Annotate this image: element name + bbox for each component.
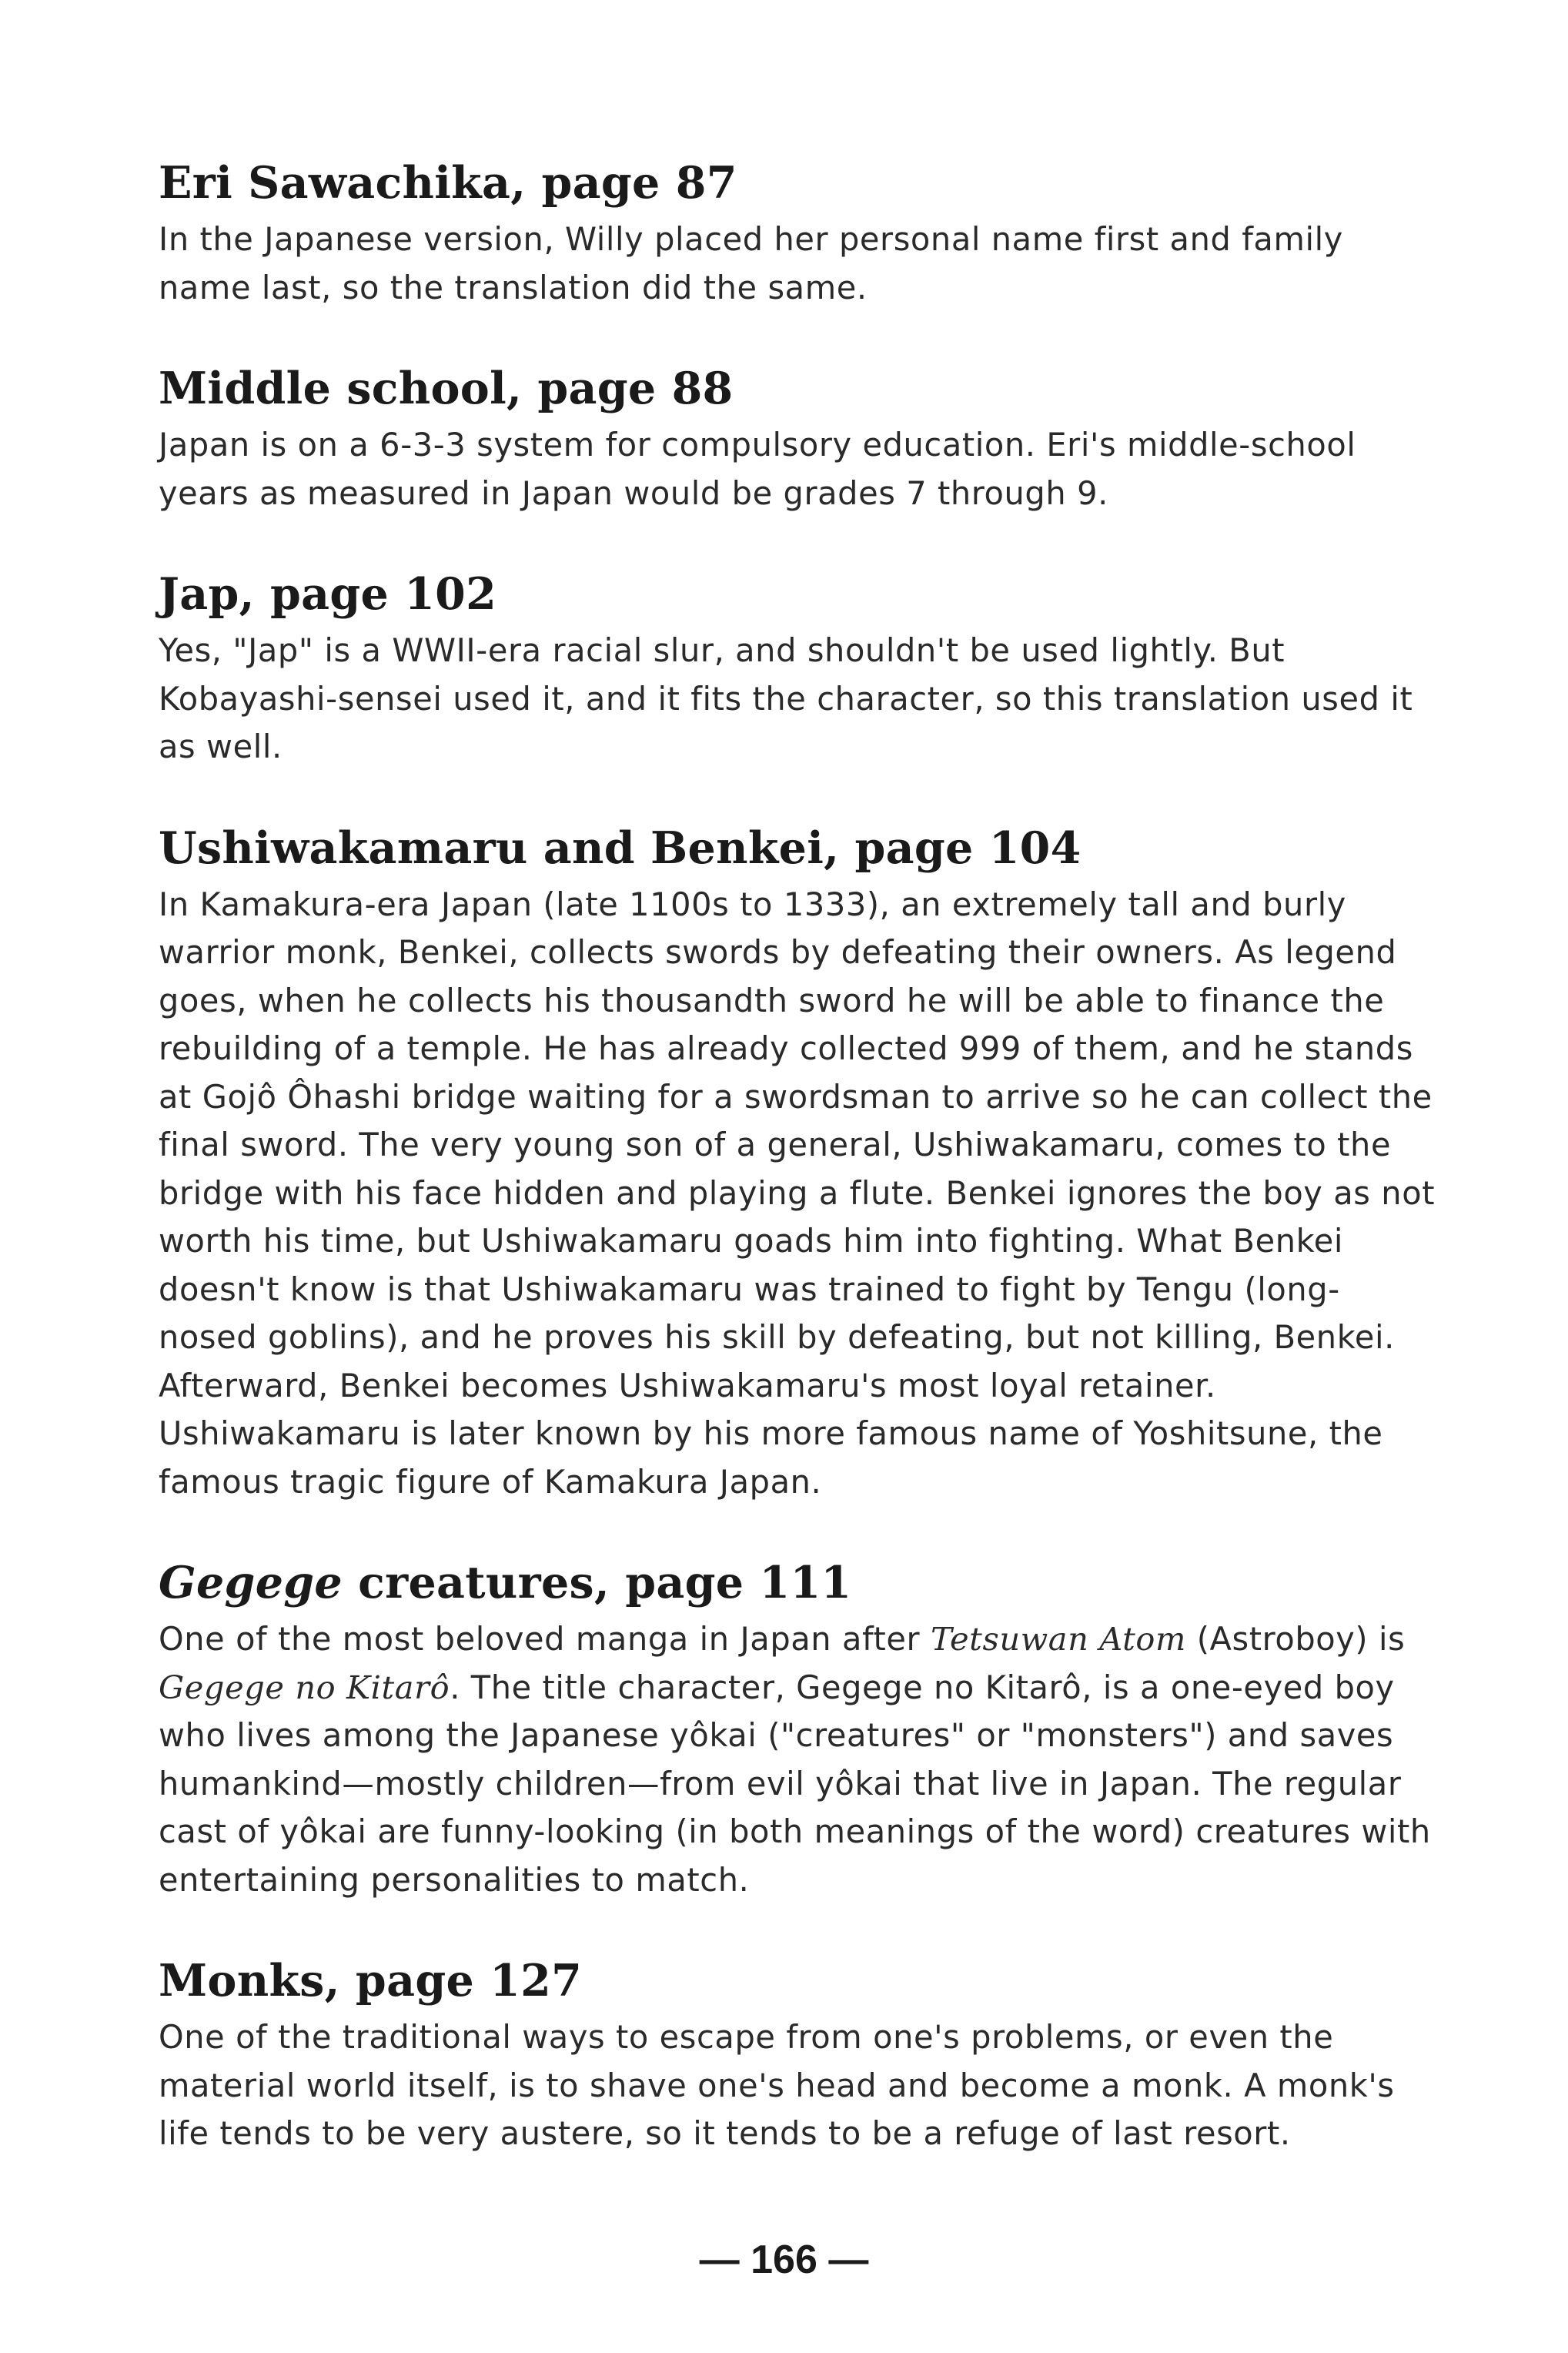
note-body: In Kamakura-era Japan (late 1100s to 1333), an extremely tall and burly warrior monk, Benkei, collects swords by defeating their owners. As legend goes, when he collects his thousandth sword he will be able to finance the rebuilding of a temple. He has already collected 999 of them, and he stands at Gojô Ôhashi bridge waiting for a swordsman to arrive so he can collect the final sword. The very young son of a general, Ushiwakamaru, comes to the bridge with his face hidden and playing a flute. Benkei ignores the boy as not worth his time, but Ushiwakamaru goads him into fighting. What Benkei doesn't know is that Ushiwakamaru was trained to fight by Tengu (long-nosed goblins), and he proves his skill by defeating, but not killing, Benkei. Afterward, Benkei becomes Ushiwakamaru's most loyal retainer. Ushiwakamaru is later known by his more famous name of Yoshitsune, the famous tragic figure of Kamakura Japan. [159,885,1436,1501]
note-title: Monks, page 127 [159,1955,583,2007]
note-body: One of the traditional ways to escape from one's problems, or even the material world itself, is to shave one's head and become a monk. A monk's life tends to be very austere, so it tends to be a refuge of last resort. [159,2018,1395,2152]
note-eri-sawachika [159,154,1436,312]
note-body: Japan is on a 6-3-3 system for compulsory education. Eri's middle-school years as measured in Japan would be grades 7 through 9. [159,426,1356,512]
note-title-italic: Gegege [159,1557,343,1608]
note-body-text: One of the most beloved manga in Japan after [159,1620,931,1658]
note-body: Yes, "Jap" is a WWII-era racial slur, and shouldn't be used lightly. But Kobayashi-sensei used it, and it fits the character, so this translation used it as well. [159,631,1413,765]
note-body-text: (Astroboy) is [1185,1620,1406,1658]
note-body-text: . The title character, Gegege no Kitarô, is a one-eyed boy who lives among the Japanese yôkai ("creatures" or "monsters") and saves humankind—mostly children—from evil yôkai that live in Japan. The regular cast of yôkai are funny-looking (in both meanings of the word) creatures with entertaining personalities to match. [159,1668,1431,1899]
note-monks [159,1952,1436,2158]
note-ushiwakamaru-benkei [159,819,1436,1507]
note-title: Jap, page 102 [159,568,497,620]
note-body [159,1615,1436,1904]
manga-title-tetsuwan-atom: Tetsuwan Atom [930,1620,1186,1658]
note-title: Ushiwakamaru and Benkei, page 104 [159,822,1082,874]
note-jap [159,565,1436,772]
translation-notes [159,154,1436,2206]
note-body: In the Japanese version, Willy placed her personal name first and family name last, so the translation did the same. [159,220,1343,306]
page-number: — 166 — [699,2238,869,2282]
note-title [159,1554,1436,1612]
manga-title-gegege-no-kitaro: Gegege no Kitarô [159,1668,450,1706]
note-middle-school [159,360,1436,517]
note-title: Eri Sawachika, page 87 [159,157,737,209]
note-title-rest: creatures, page 111 [343,1557,852,1608]
note-gegege-creatures [159,1554,1436,1904]
note-title: Middle school, page 88 [159,363,734,414]
